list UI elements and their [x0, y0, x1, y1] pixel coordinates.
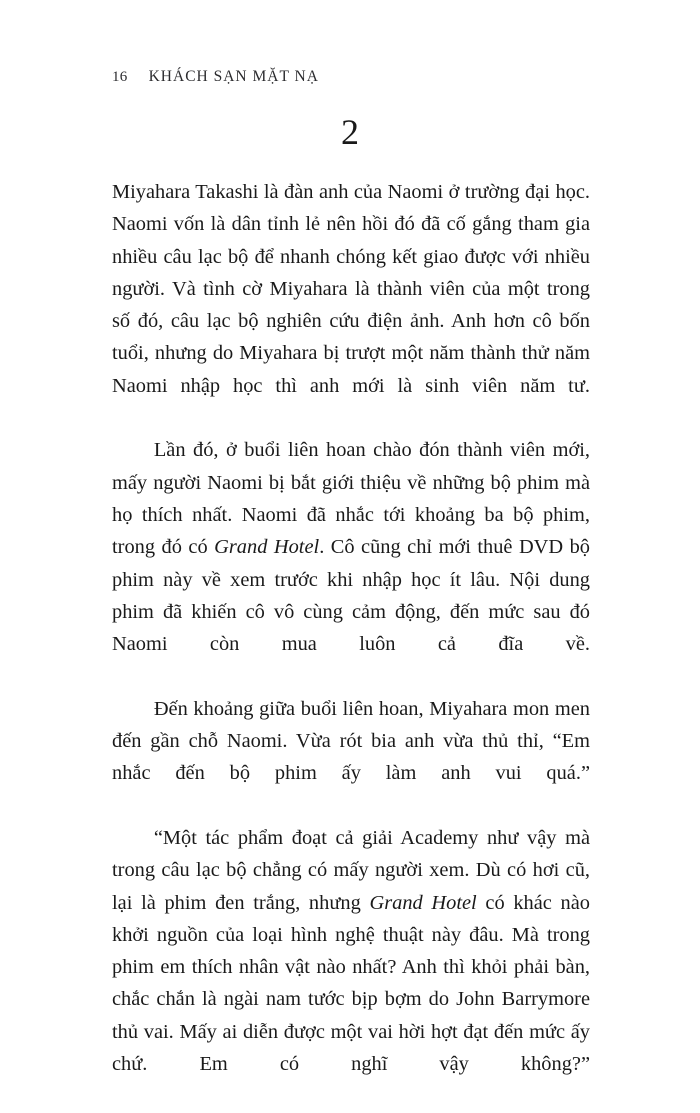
- paragraph: [112, 822, 590, 1113]
- italic-title: Grand Hotel: [214, 536, 320, 559]
- running-head: [112, 68, 588, 92]
- text-run: Miyahara Takashi là đàn anh của Naomi ở trường đại học. Naomi vốn là dân tỉnh lẻ nên hồi đó đã cố gắng tham gia nhiều câu lạc bộ để nhanh chóng kết giao được với nhiều người. Và tình cờ Miyahara là thành viên của một trong số đó, câu lạc bộ nghiên cứu điện ảnh. Anh hơn cô bốn tuổi, nhưng do Miyahara bị trượt một năm thành thử năm Naomi nhập học thì anh mới là sinh viên năm tư.: [112, 181, 590, 397]
- text-run: . Cô cũng chỉ mới thuê DVD bộ phim này về xem trước khi nhập học ít lâu. Nội dung phim đã khiến cô vô cùng cảm động, đến mức sau đó Naomi còn mua luôn cả đĩa về.: [112, 536, 590, 656]
- paragraph: [112, 434, 590, 692]
- text-run: Đến khoảng giữa buổi liên hoan, Miyahara mon men đến gần chỗ Naomi. Vừa rót bia anh vừa thủ thỉ, “Em nhắc đến bộ phim ấy làm anh vui quá.”: [112, 697, 590, 785]
- paragraph: [112, 693, 590, 822]
- book-title-header: KHÁCH SẠN MẶT NẠ: [148, 68, 319, 85]
- text-run: “Một tác phẩm đoạt cả giải Academy như vậy mà trong câu lạc bộ chẳng có mấy người xem. Dù có hơi cũ, lại là phim đen trắng, nhưng: [112, 826, 590, 914]
- page-number: 16: [112, 69, 128, 85]
- body-text-block: [112, 176, 590, 1113]
- text-run: có khác nào khởi nguồn của loại hình nghệ thuật này đâu. Mà trong phim em thích nhân vật nào nhất? Anh thì khỏi phải bàn, chắc chắn là ngài nam tước bịp bợm do John Barrymore thủ vai. Mấy ai diễn được một vai hời hợt đạt đến mức ấy chứ. Em có nghĩ vậy không?”: [112, 891, 590, 1076]
- paragraph: [112, 176, 590, 434]
- text-run: Lần đó, ở buổi liên hoan chào đón thành viên mới, mấy người Naomi bị bắt giới thiệu về những bộ phim mà họ thích nhất. Naomi đã nhắc tới khoảng ba bộ phim, trong đó có: [112, 439, 590, 559]
- italic-title: Grand Hotel: [369, 891, 477, 914]
- chapter-number: 2: [341, 112, 359, 152]
